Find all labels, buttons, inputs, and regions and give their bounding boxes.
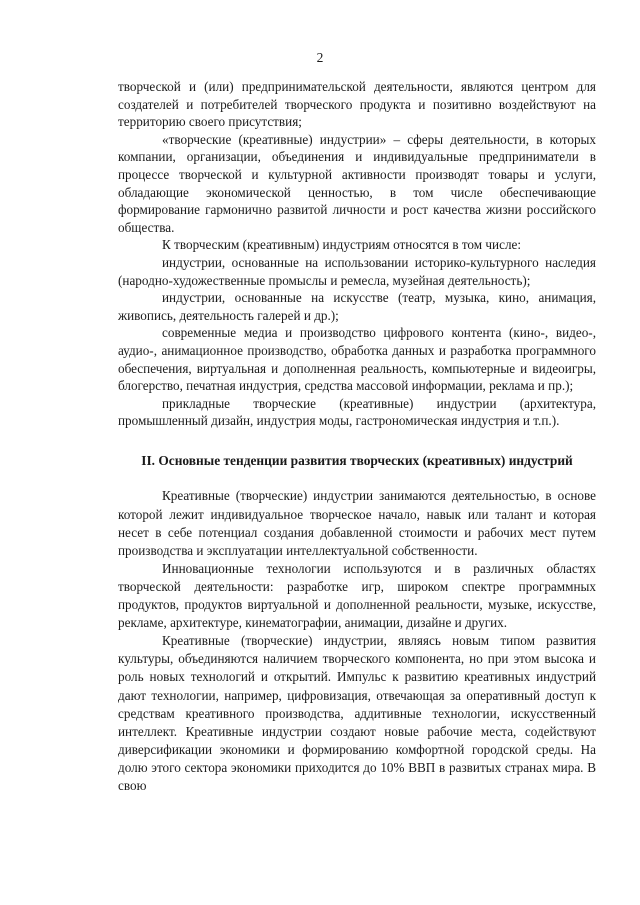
section-paragraph-1: Креативные (творческие) индустрии занимаются деятельностью, в основе которой лежит индивидуальное творческое начало, навык или талант и которая несет в себе потенциал создания добавленной стоимости и рабочих мест путем производства и эксплуатации интеллектуальной собственности. xyxy=(118,488,596,558)
paragraph-2: «творческие (креативные) индустрии» – сферы деятельности, в которых компании, организации, объединения и индивидуальные предприниматели в процессе творческой и культурной активности производят товары и услуги, обладающие экономической ценностью, в том числе обеспечивающие формирование гармонично развитой личности и рост качества жизни российского общества. xyxy=(118,131,596,235)
section-paragraph-2: Инновационные технологии используются и в различных областях творческой деятельности: разработке игр, широком спектре программных продуктов, продуктов виртуальной и дополненной реальности, музыке, искусстве, рекламе, архитектуре, кинематографии, анимации, дизайне и других. xyxy=(118,560,596,631)
section-heading: II. Основные тенденции развития творческих (креативных) индустрий xyxy=(141,452,573,468)
paragraph-1: творческой и (или) предпринимательской деятельности, являются центром для создателей и потребителей творческого продукта и позитивно воздействуют на территорию своего присутствия; xyxy=(118,79,596,130)
paragraph-6: современные медиа и производство цифрового контента (кино-, видео-, аудио-, анимационное производство, обработка данных и разработка программного обеспечения, виртуальная и дополненная реальность, компьютерные и видеоигры, блогерство, печатная индустрия, средства массовой информации, реклама и пр.); xyxy=(118,325,596,394)
paragraph-5: индустрии, основанные на искусстве (театр, музыка, кино, анимация, живопись, деятельность галерей и др.); xyxy=(118,290,596,323)
paragraph-4: индустрии, основанные на использовании историко-культурного наследия (народно-художественные промыслы и ремесла, музейная деятельность); xyxy=(118,254,596,288)
page-number: 2 xyxy=(316,50,324,65)
section-body xyxy=(118,487,596,795)
paragraph-7: прикладные творческие (креативные) индустрии (архитектура, промышленный дизайн, индустрия моды, гастрономическая индустрия и т.п.). xyxy=(118,395,596,429)
section-paragraph-3: Креативные (творческие) индустрии, являясь новым типом развития культуры, объединяются наличием творческого компонента, но при этом высока и роль новых технологий и открытий. Импульс к развитию креативных индустрий дают технологии, например, цифровизация, отвечающая за оперативный доступ к средствам креативного производства, аддитивные технологии, искусственный интеллект. Креативные индустрии создают новые рабочие места, содействуют диверсификации экономики и формированию комфортной городской среды. На долю этого сектора экономики приходится до 10% ВВП в развитых странах мира. В свою xyxy=(118,633,596,793)
paragraph-3: К творческим (креативным) индустриям относятся в том числе: xyxy=(162,237,522,253)
document-body xyxy=(118,78,596,795)
